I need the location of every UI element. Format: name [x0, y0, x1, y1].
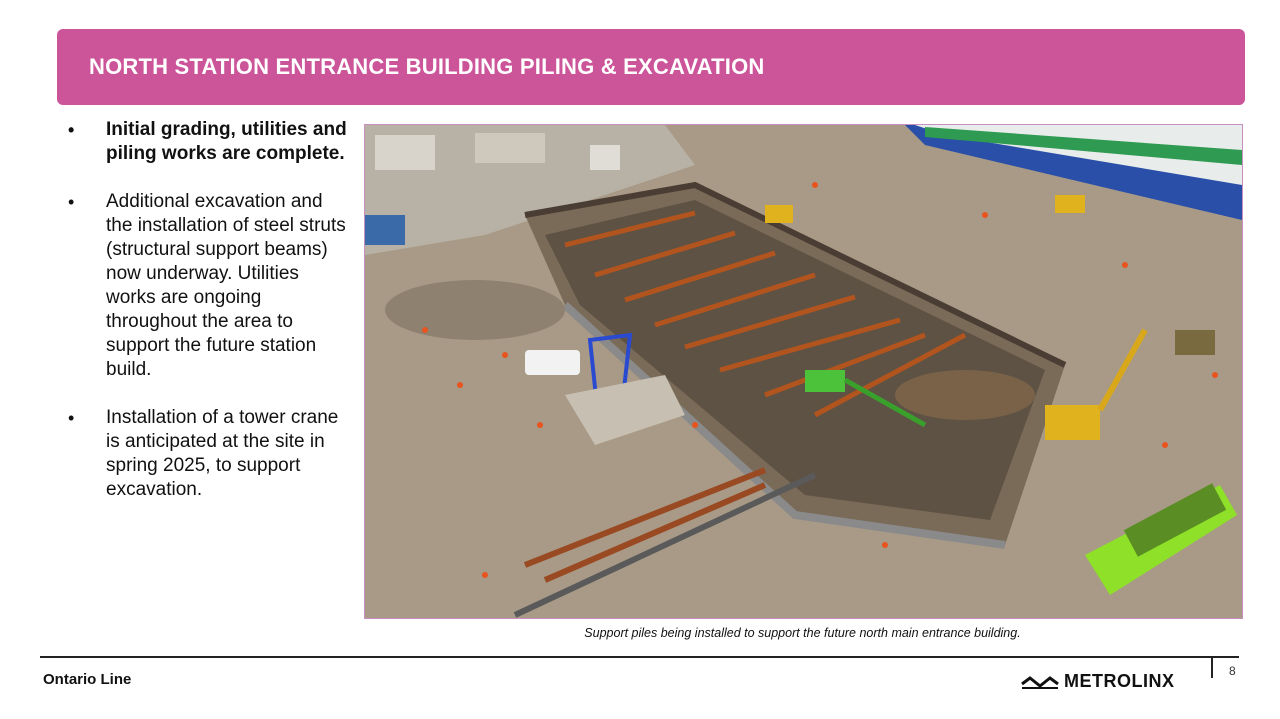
- bullet-item: [64, 118, 349, 166]
- page-title: NORTH STATION ENTRANCE BUILDING PILING & EXCAVATION: [89, 54, 765, 79]
- bullet-dot-icon: •: [68, 120, 75, 140]
- excavation-illustration: [365, 125, 1242, 618]
- metrolinx-logo: [1020, 671, 1175, 692]
- logo-text: METROLINX: [1064, 671, 1175, 691]
- title-banner: [57, 29, 1245, 105]
- bullet-text: Initial grading, utilities and piling works are complete.: [106, 119, 347, 164]
- construction-site-photo: [364, 124, 1243, 619]
- footer-separator: [1211, 658, 1213, 678]
- footer-divider: [40, 656, 1239, 658]
- bullet-dot-icon: •: [68, 408, 75, 428]
- footer-program-label: Ontario Line: [43, 671, 132, 688]
- page-number: 8: [1229, 664, 1236, 678]
- bullet-item: [64, 406, 349, 502]
- metrolinx-wave-icon: [1020, 674, 1060, 690]
- bullet-text: Additional excavation and the installation of steel struts (structural support beams) now underway. Utilities works are ongoing throughout the area to support the future station build.: [106, 191, 346, 380]
- bullet-item: [64, 190, 349, 382]
- bullet-dot-icon: •: [68, 192, 75, 212]
- photo-caption: Support piles being installed to support the future north main entrance building.: [584, 626, 1021, 640]
- bullet-text: Installation of a tower crane is anticipated at the site in spring 2025, to support excavation.: [106, 407, 339, 500]
- bullet-list: [64, 118, 349, 526]
